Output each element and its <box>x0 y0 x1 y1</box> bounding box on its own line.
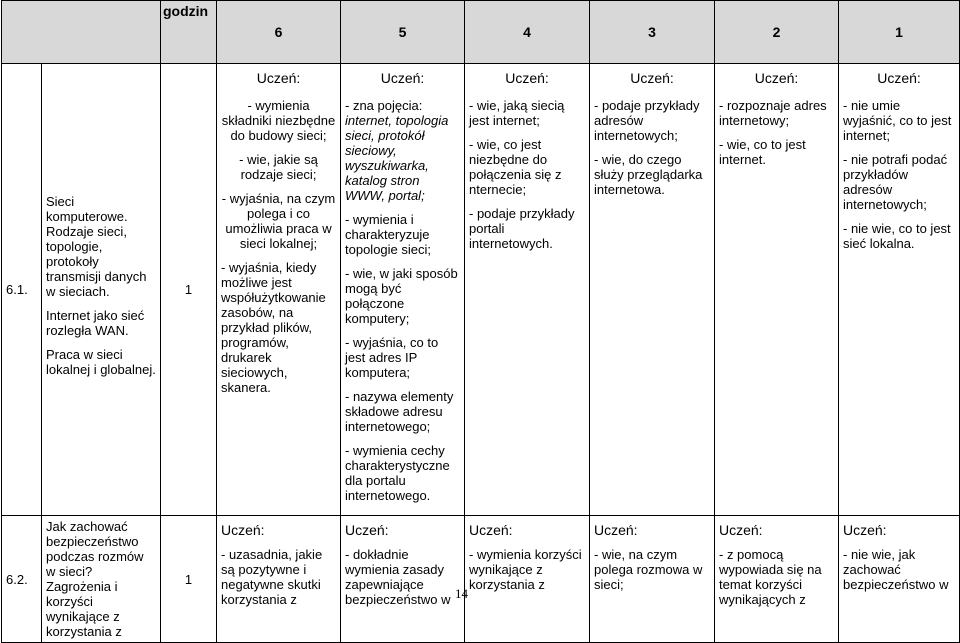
criterion: - podaje przykłady portali internetowych. <box>469 206 575 251</box>
table-row-6-1 <box>2 64 960 516</box>
page-number: 14 <box>455 586 468 601</box>
header-grade-5: 5 <box>341 1 465 64</box>
criterion: - wie, co to jest internet. <box>719 137 806 167</box>
criterion: - wie, w jaki sposób mogą być połączone komputery; <box>345 266 458 326</box>
grade-6-cell <box>217 516 341 643</box>
grade-6-cell <box>217 64 341 516</box>
grade-5-cell <box>341 516 465 643</box>
criterion: - wymienia korzyści wynikające z korzystania z <box>469 547 582 592</box>
student-label: Uczeń: <box>843 522 887 538</box>
table-row-6-2 <box>2 516 960 643</box>
student-label: Uczeń: <box>221 522 265 538</box>
student-label: Uczeń: <box>877 70 921 86</box>
header-grade-4: 4 <box>465 1 590 64</box>
criterion: - nie wie, co to jest sieć lokalna. <box>843 221 951 251</box>
grade-2-cell <box>715 516 839 643</box>
student-label: Uczeń: <box>754 70 799 86</box>
student-label: Uczeń: <box>630 70 674 86</box>
criterion: - wie, jaką siecią jest internet; <box>469 98 565 128</box>
row-number: 6.2. <box>2 516 42 643</box>
student-label: Uczeń: <box>345 522 389 538</box>
header-blank <box>2 1 161 64</box>
student-label: Uczeń: <box>505 70 549 86</box>
hours-cell: 1 <box>161 64 217 516</box>
header-grade-1: 1 <box>839 1 960 64</box>
grade-4-cell <box>465 64 590 516</box>
criterion: - wie, na czym polega rozmowa w sieci; <box>594 547 703 592</box>
student-label: Uczeń: <box>469 522 513 538</box>
criterion: - zna pojęcia: <box>345 98 423 113</box>
criterion: - wie, co jest niezbędne do połączenia się z nternecie; <box>469 137 562 197</box>
topic-line: Sieci komputerowe. Rodzaje sieci, topologie, protokoły transmisji danych w sieciach. <box>46 194 147 299</box>
grade-3-cell <box>590 64 715 516</box>
criterion: - rozpoznaje adres internetowy; <box>719 98 827 128</box>
terms-text: internet, topologia sieci, protokół sieciowy, wyszukiwarka, katalog stron WWW, portal; <box>345 113 449 203</box>
criterion: - wymienia i charakteryzuje topologie sieci; <box>345 212 431 257</box>
grade-1-cell <box>839 64 960 516</box>
criterion: - wymienia składniki niezbędne do budowy sieci; <box>221 98 336 143</box>
criterion: - nazywa elementy składowe adresu internetowego; <box>345 389 454 434</box>
topic-cell: Jak zachować bezpieczeństwo podczas rozmów w sieci? Zagrożenia i korzyści wynikające z korzystania z <box>42 516 161 643</box>
header-grade-6: 6 <box>217 1 341 64</box>
criterion: - nie wie, jak zachować bezpieczeństwo w <box>843 547 949 592</box>
header-grade-2: 2 <box>715 1 839 64</box>
criterion: - wymienia cechy charakterystyczne dla portalu internetowego. <box>345 443 450 503</box>
criterion: - wyjaśnia, co to jest adres IP komputera; <box>345 335 439 380</box>
grade-5-cell <box>341 64 465 516</box>
student-label: Uczeń: <box>594 522 638 538</box>
header-row <box>2 1 960 64</box>
criterion: - nie potrafi podać przykładów adresów internetowych; <box>843 152 948 212</box>
criterion: - uzasadnia, jakie są pozytywne i negatywne skutki korzystania z <box>221 547 323 607</box>
grade-1-cell <box>839 516 960 643</box>
criterion: - podaje przykłady adresów internetowych; <box>594 98 700 143</box>
criterion: - wie, jakie są rodzaje sieci; <box>239 152 318 182</box>
curriculum-table <box>1 0 960 643</box>
criterion: - dokładnie wymienia zasady zapewniające bezpieczeństwo w <box>345 547 451 607</box>
criterion: - wyjaśnia, kiedy możliwe jest współużytkowanie zasobów, na przykład plików, programów, drukarek sieciowych, skanera. <box>221 260 326 395</box>
criterion: - wyjaśnia, na czym polega i co umożliwia praca w sieci lokalnej; <box>221 191 336 251</box>
row-number: 6.1. <box>2 64 42 516</box>
criterion: - nie umie wyjaśnić, co to jest internet; <box>843 98 952 143</box>
hours-cell: 1 <box>161 516 217 643</box>
student-label: Uczeń: <box>719 522 763 538</box>
topic-line: Praca w sieci lokalnej i globalnej. <box>46 347 156 377</box>
grade-2-cell <box>715 64 839 516</box>
student-label: Uczeń: <box>380 70 425 86</box>
criterion-terms <box>345 113 460 203</box>
student-label: Uczeń: <box>256 70 301 86</box>
criterion: - z pomocą wypowiada się na temat korzyści wynikających z <box>719 547 822 607</box>
topic-cell <box>42 64 161 516</box>
criterion: - wie, do czego służy przeglądarka internetowa. <box>594 152 703 197</box>
header-godzin: godzin <box>161 1 217 64</box>
grade-4-cell <box>465 516 590 643</box>
topic-line: Internet jako sieć rozległa WAN. <box>46 308 145 338</box>
header-grade-3: 3 <box>590 1 715 64</box>
grade-3-cell <box>590 516 715 643</box>
